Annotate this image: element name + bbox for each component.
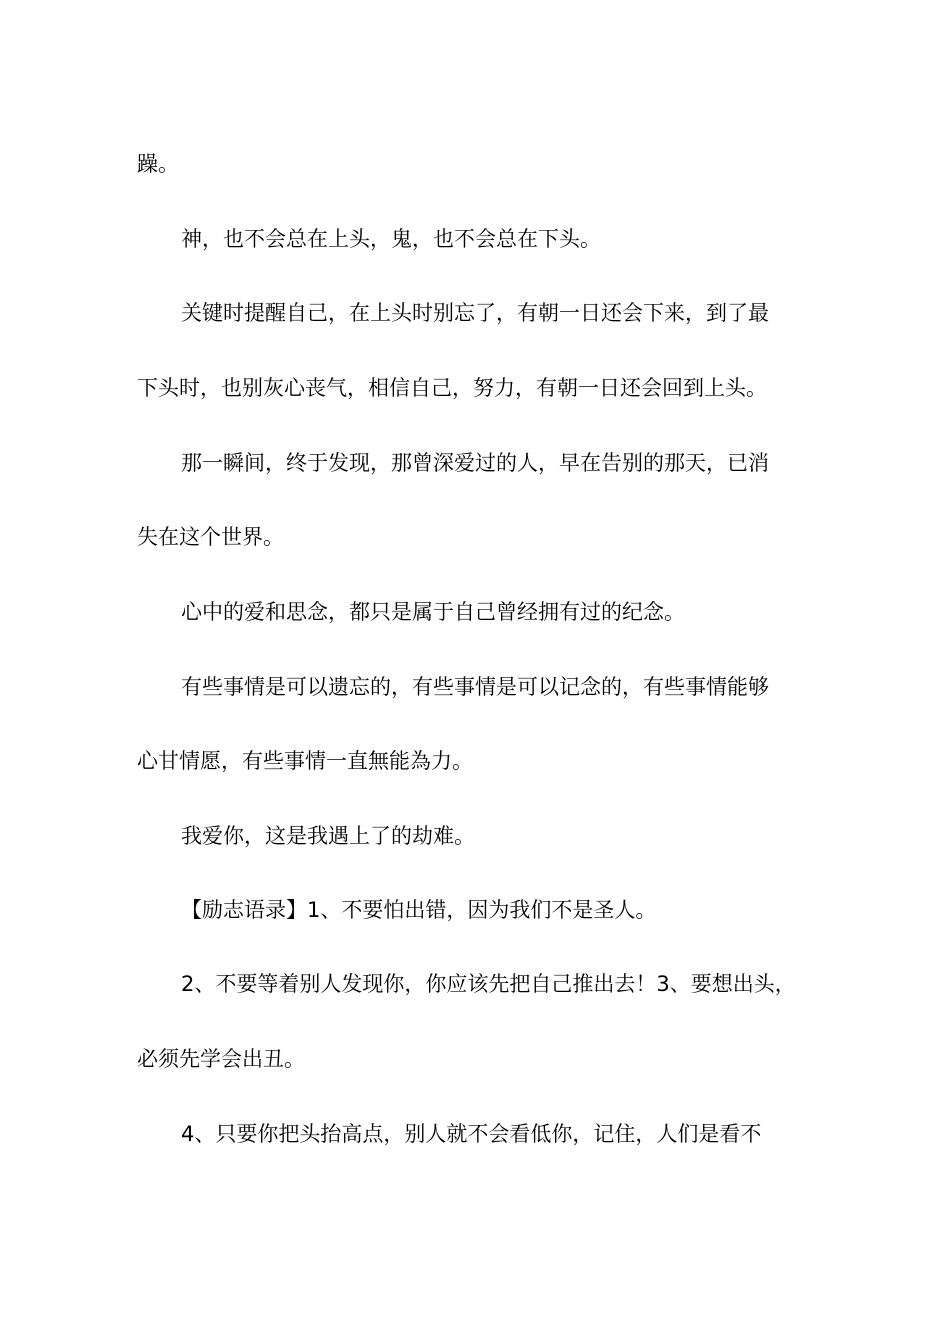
paragraph-line: 关键时提醒自己，在上头时别忘了，有朝一日还会下来，到了最: [181, 301, 769, 325]
text-line: 失在这个世界。: [137, 525, 284, 549]
text-line: 下头时，也别灰心丧气，相信自己，努力，有朝一日还会回到上头。: [137, 376, 767, 400]
paragraph-line: 我爱你，这是我遇上了的劫难。: [181, 824, 475, 848]
paragraph-line: 4、只要你把头抬高点，别人就不会看低你，记住，人们是看不: [181, 1122, 762, 1146]
paragraph-line: 神，也不会总在上头，鬼，也不会总在下头。: [181, 227, 601, 251]
text-line: 心甘情愿，有些事情一直無能為力。: [137, 749, 473, 773]
paragraph-line: 有些事情是可以遗忘的，有些事情是可以记念的，有些事情能够: [181, 675, 769, 699]
paragraph-line: 2、不要等着别人发现你，你应该先把自己推出去！3、要想出头，: [181, 972, 796, 996]
paragraph-line: 心中的爱和思念，都只是属于自己曾经拥有过的纪念。: [181, 600, 685, 624]
text-line: 躁。: [137, 152, 179, 176]
paragraph-line: 那一瞬间，终于发现，那曾深爱过的人，早在告别的那天，已消: [181, 451, 769, 475]
paragraph-line: 【励志语录】1、不要怕出错，因为我们不是圣人。: [181, 898, 657, 922]
text-line: 必须先学会出丑。: [137, 1047, 305, 1071]
